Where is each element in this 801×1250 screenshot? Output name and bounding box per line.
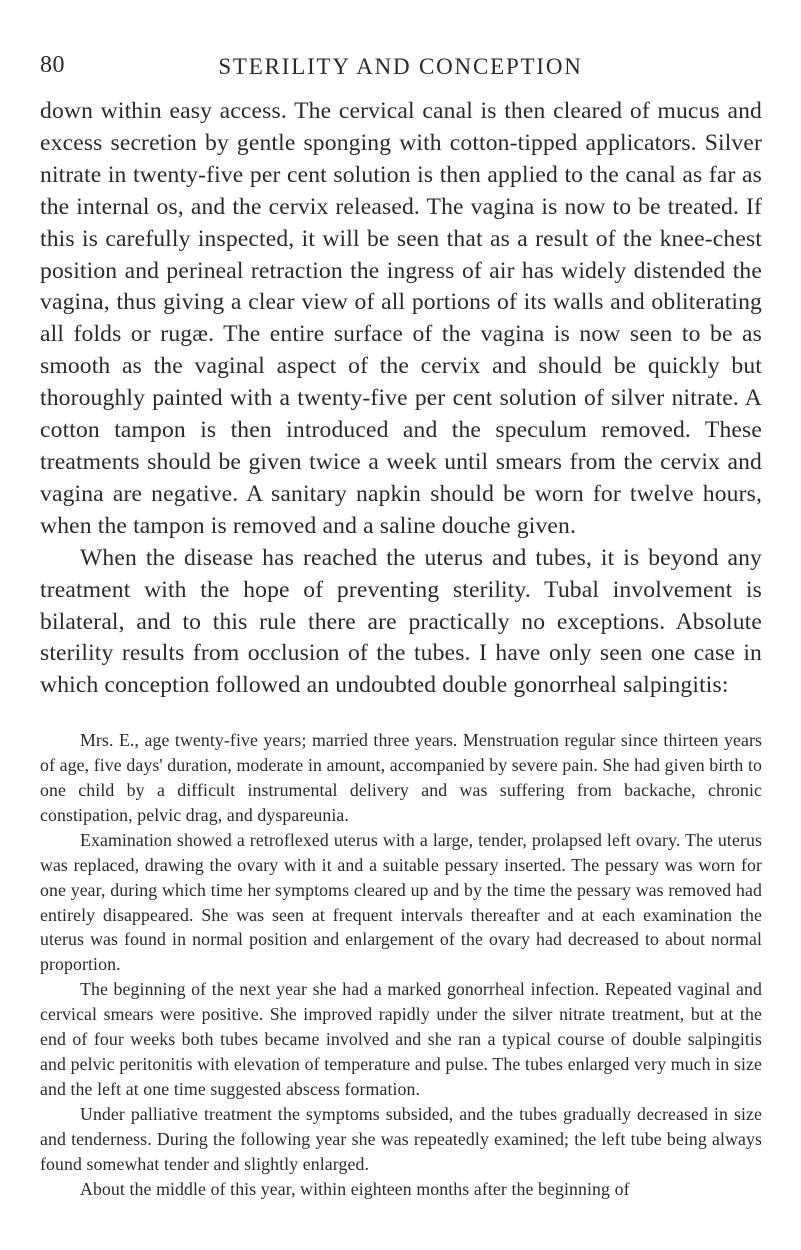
paragraph-tubal-involvement: When the disease has reached the uterus and tubes, it is beyond any treatment with the hope of preventing sterility. Tubal involvement is bilateral, and to this rule there are practically no exceptions. Absolute sterility results from occlusion of the tubes. I have only seen one case in which conception followed an undoubted double gonorrheal salpingitis:	[40, 544, 762, 699]
running-head: STERILITY AND CONCEPTION	[218, 54, 583, 79]
page-number: 80	[40, 52, 65, 78]
case-paragraph-treatment: Under palliative treatment the symptoms subsided, and the tubes gradually decreased in size and tenderness. During the following year she was repeatedly examined; the left tube being always found somewhat tender and slightly enlarged.	[40, 1103, 762, 1174]
case-paragraph-infection: The beginning of the next year she had a marked gonorrheal infection. Repeated vaginal and cervical smears were positive. She improved rapidly under the silver nitrate treatment, but at the end of four weeks both tubes became involved and she ran a typical course of double salpingitis and pelvic peritonitis with elevation of temperature and pulse. The tubes enlarged very much in size and the left at one time suggested abscess formation.	[40, 979, 762, 1099]
case-paragraph-history: Mrs. E., age twenty-five years; married three years. Menstruation regular since thirteen years of age, five days' duration, moderate in amount, accompanied by severe pain. She had given birth to one child by a difficult instrumental delivery and was suffering from backache, chronic constipation, pelvic drag, and dyspareunia.	[40, 730, 762, 825]
body-text	[40, 96, 762, 1201]
paragraph-continuation: down within easy access. The cervical canal is then cleared of mucus and excess secretion by gentle sponging with cotton-tipped applicators. Silver nitrate in twenty-five per cent solution is then applied to the canal as far as the internal os, and the cervix released. The vagina is now to be treated. If this is carefully inspected, it will be seen that as a result of the knee-chest position and perineal retraction the ingress of air has widely distended the vagina, thus giving a clear view of all portions of its walls and obliterating all folds or rugæ. The entire surface of the vagina is now seen to be as smooth as the vaginal aspect of the cervix and should be quickly but thoroughly painted with a twenty-five per cent solution of silver nitrate. A cotton tampon is then introduced and the speculum removed. These treatments should be given twice a week until smears from the cervix and vagina are negative. A sanitary napkin should be worn for twelve hours, when the tampon is removed and a saline douche given.	[40, 98, 762, 539]
case-paragraph-examination: Examination showed a retroflexed uterus with a large, tender, prolapsed left ovary. The uterus was replaced, drawing the ovary with it and a suitable pessary inserted. The pessary was worn for one year, during which time her symptoms cleared up and by the time the pessary was removed had entirely disappeared. She was seen at frequent intervals thereafter and at each examination the uterus was found in normal position and enlargement of the ovary had decreased to about normal proportion.	[40, 829, 762, 975]
case-report	[40, 728, 762, 1201]
case-paragraph-conclusion: About the middle of this year, within eighteen months after the beginning of	[80, 1178, 630, 1199]
